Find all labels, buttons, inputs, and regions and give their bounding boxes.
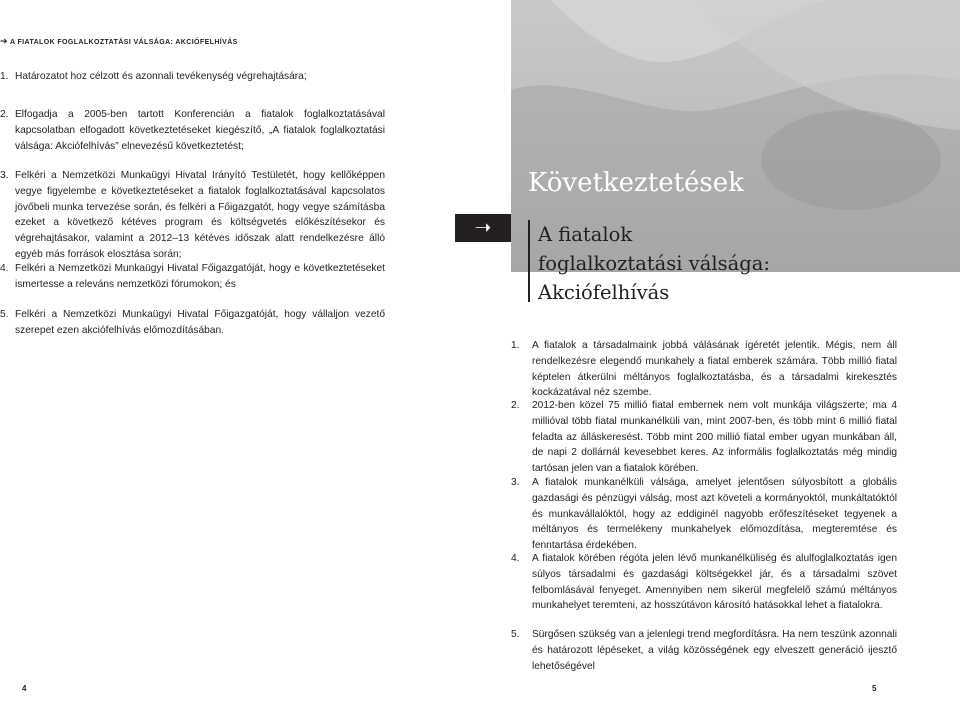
item-text: Elfogadja a 2005-ben tartott Konferencián a fiatalok foglalkoztatásával kapcsolatban elfogadott következtetéseket kiegészítő, „A fiatalok foglalkoztatási válsága: Akciófelhívás” elnevezésű következtetést;	[15, 109, 385, 152]
list-item	[511, 475, 897, 554]
list-item	[511, 627, 897, 674]
item-number: 5.	[511, 629, 520, 640]
arrow-right-icon: ➔	[0, 36, 8, 46]
arrow-right-icon: ➝	[474, 217, 492, 239]
item-number: 2.	[0, 109, 9, 120]
gutter	[455, 0, 511, 727]
item-text: 2012-ben közel 75 millió fiatal embernek nem volt munkája világszerte; ma 4 millióval több fiatal munkanélküli van, mint 2007-ben, és több mint 6 millió fiatal feladta az álláskeresést. Több mint 200 millió fiatal ember ugyan munkában áll, de napi 2 dollárnál kevesebbet keres. Az informális foglalkoztatás még mindig tartósan jelen van a fiatalok körében.	[532, 400, 897, 475]
left-page	[0, 0, 455, 727]
item-number: 2.	[511, 400, 520, 411]
item-number: 4.	[511, 553, 520, 564]
item-text: Határozatot hoz célzott és azonnali tevékenység végrehajtására;	[15, 71, 307, 82]
item-number: 1.	[511, 340, 520, 351]
item-number: 5.	[0, 309, 9, 320]
page-number: 4	[22, 684, 27, 693]
list-item	[0, 168, 385, 263]
page-number: 5	[872, 684, 877, 693]
item-text: A fiatalok a társadalmaink jobbá válásának ígéretét jelentik. Mégis, nem áll rendelkezésre elegendő munkahely a fiatal emberek számára. Több millió fiatal képtelen átkerülni méltányos foglalkoztatásba, és a társadalmi kirekesztés kockázatával néz szembe.	[532, 340, 897, 399]
subtitle: A fiatalok foglalkoztatási válsága: Akciófelhívás	[538, 223, 770, 304]
running-header-text: A FIATALOK FOGLALKOZTATÁSI VÁLSÁGA: AKCIÓFELHÍVÁS	[9, 39, 238, 46]
list-item	[0, 69, 385, 85]
running-header	[0, 36, 238, 47]
list-item	[511, 398, 897, 477]
item-text: A fiatalok körében régóta jelen lévő munkanélküliség és alulfoglalkoztatás igen súlyos társadalmi és gazdasági költségekkel jár, és a társadalmi szövet felbomlásával fenyeget. Amennyiben nem sikerül megfelelő számú méltányos munkahelyet teremteni, az hosszútávon károsító hatásokkal lehet a fiatalokra.	[532, 553, 897, 612]
item-number: 3.	[0, 170, 9, 181]
list-item	[0, 107, 385, 154]
right-page	[511, 0, 960, 727]
item-text: Felkéri a Nemzetközi Munkaügyi Hivatal Főigazgatóját, hogy e következtetéseket ismertesse a releváns nemzetközi fórumokon; és	[15, 263, 385, 290]
item-text: Sürgősen szükség van a jelenlegi trend megfordításra. Ha nem teszünk azonnali és határozott lépéseket, a világ közösségének egy elveszett generáció ijesztő lehetőségével	[532, 629, 897, 672]
section-title: Következtetések	[528, 168, 744, 198]
list-item	[0, 261, 385, 293]
item-text: A fiatalok munkanélküli válsága, amelyet jelentősen súlyosbított a globális gazdasági és pénzügyi válság, most azt követeli a kormányoktól, munkáltatóktól és munkavállalóktól, hogy az eddiginél nagyobb erőfeszítéseket tegyenek a méltányos és termelékeny munkahelyek előmozdítása, megteremtése és fenntartása érdekében.	[532, 477, 897, 552]
item-text: Felkéri a Nemzetközi Munkaügyi Hivatal Főigazgatóját, hogy vállaljon vezető szerepet ezen akciófelhívás előmozdításában.	[15, 309, 385, 336]
item-number: 3.	[511, 477, 520, 488]
item-number: 4.	[0, 263, 9, 274]
list-item	[0, 307, 385, 339]
list-item	[511, 551, 897, 614]
list-item	[511, 338, 897, 401]
item-number: 1.	[0, 71, 9, 82]
item-text: Felkéri a Nemzetközi Munkaügyi Hivatal Irányító Testületét, hogy kellőképpen vegye figyelembe e következtetéseket a fiatalok foglalkoztatásával kapcsolatos jövőbeli munka tervezése során, és felkéri a Főigazgatót, hogy vegye számításba ezeket a következő kétéves program és költségvetés előkészítésekor és végrehajtásakor, valamint a 2012–13 kétéves időszak alatt rendelkezésre álló egyéb más források elosztása során;	[15, 170, 385, 260]
